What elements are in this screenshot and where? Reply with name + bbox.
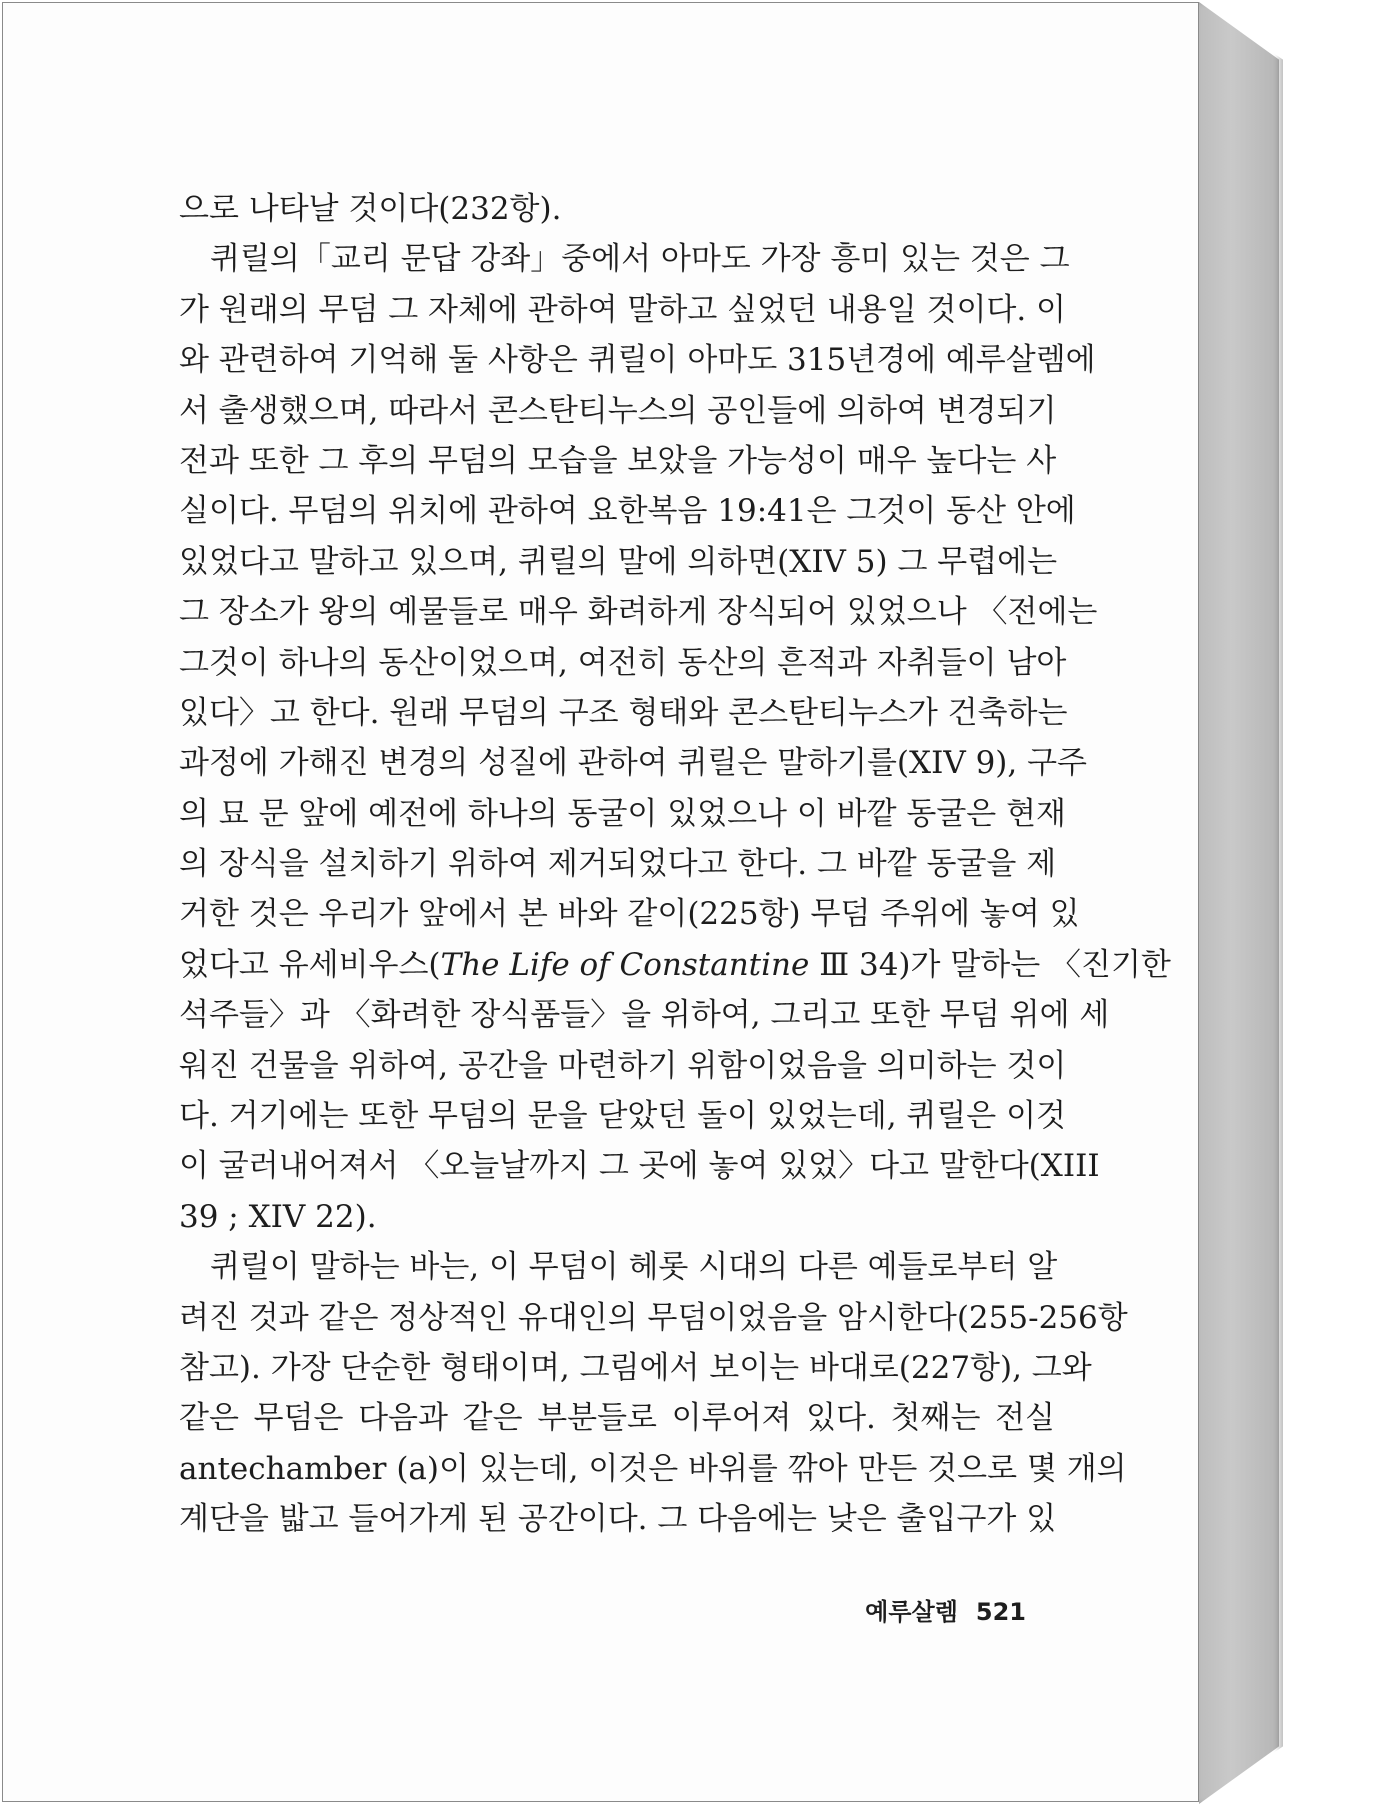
text-line: 석주들〉과 〈화려한 장식품들〉을 위하여, 그리고 또한 무덤 위에 세 (179, 997, 1110, 1034)
text-line: 와 관련하여 기억해 둘 사항은 퀴릴이 아마도 315년경에 예루살렘에 (179, 342, 1096, 379)
text-line: 워진 건물을 위하여, 공간을 마련하기 위함이었음을 의미하는 것이 (179, 1047, 1067, 1084)
text-line: 이 굴러내어져서 〈오늘날까지 그 곳에 놓여 있었〉다고 말한다(XIII (179, 1148, 1100, 1185)
text-line: 서 출생했으며, 따라서 콘스탄티누스의 공인들에 의하여 변경되기 (179, 392, 1057, 429)
text-line: 같은 무덤은 다음과 같은 부분들로 이루어져 있다. 첫째는 전실 (179, 1400, 1055, 1437)
text-line: 다. 거기에는 또한 무덤의 문을 닫았던 돌이 있었는데, 퀴릴은 이것 (179, 1098, 1066, 1135)
text-line: 39 ; XIV 22). (179, 1198, 377, 1235)
text-line: 거한 것은 우리가 앞에서 본 바와 같이(225항) 무덤 주위에 놓여 있 (179, 896, 1080, 933)
text-line: 려진 것과 같은 정상적인 유대인의 무덤이었음을 암시한다(255-256항 (179, 1299, 1128, 1336)
book-edge-shadow (1199, 2, 1283, 1804)
text-line: 가 원래의 무덤 그 자체에 관하여 말하고 싶었던 내용일 것이다. 이 (179, 291, 1066, 328)
text-line (179, 940, 1171, 990)
text-line: 계단을 밟고 들어가게 된 공간이다. 그 다음에는 낮은 출입구가 있 (179, 1501, 1057, 1538)
text-line: 퀴릴의「교리 문답 강좌」중에서 아마도 가장 흥미 있는 것은 그 (210, 241, 1070, 278)
text-line: 그것이 하나의 동산이었으며, 여전히 동산의 흔적과 자취들이 남아 (179, 644, 1067, 681)
book-title-italic: The Life of Constantine (440, 946, 810, 983)
text-line: 실이다. 무덤의 위치에 관하여 요한복음 19:41은 그것이 동산 안에 (179, 493, 1076, 530)
text-line: 참고). 가장 단순한 형태이며, 그림에서 보이는 바대로(227항), 그와 (179, 1349, 1092, 1386)
text-line: 있다〉고 한다. 원래 무덤의 구조 형태와 콘스탄티누스가 건축하는 (179, 694, 1068, 731)
text-line: 있었다고 말하고 있으며, 퀴릴의 말에 의하면(XIV 5) 그 무렵에는 (179, 543, 1058, 580)
running-footer (703, 1592, 1026, 1627)
body-text (179, 184, 1171, 1545)
text-line: 전과 또한 그 후의 무덤의 모습을 보았을 가능성이 매우 높다는 사 (179, 442, 1057, 479)
text-line: 퀴릴이 말하는 바는, 이 무덤이 헤롯 시대의 다른 예들로부터 알 (210, 1249, 1058, 1286)
text-line: antechamber (a)이 있는데, 이것은 바위를 깎아 만든 것으로 몇 개의 (179, 1450, 1127, 1487)
page-number: 521 (975, 1598, 1026, 1626)
text-line-part: Ⅲ 34)가 말하는 〈진기한 (809, 946, 1171, 983)
text-line: 의 장식을 설치하기 위하여 제거되었다고 한다. 그 바깥 동굴을 제 (179, 846, 1057, 883)
footer-title: 예루살렘 (865, 1598, 958, 1626)
book-page (2, 2, 1199, 1802)
text-line: 의 묘 문 앞에 예전에 하나의 동굴이 있었으나 이 바깥 동굴은 현재 (179, 795, 1066, 832)
text-line: 과정에 가해진 변경의 성질에 관하여 퀴릴은 말하기를(XIV 9), 구주 (179, 745, 1088, 782)
text-line: 으로 나타날 것이다(232항). (179, 191, 562, 227)
text-line-part: 었다고 유세비우스( (179, 946, 441, 983)
text-line: 그 장소가 왕의 예물들로 매우 화려하게 장식되어 있었으나 〈전에는 (179, 594, 1098, 631)
